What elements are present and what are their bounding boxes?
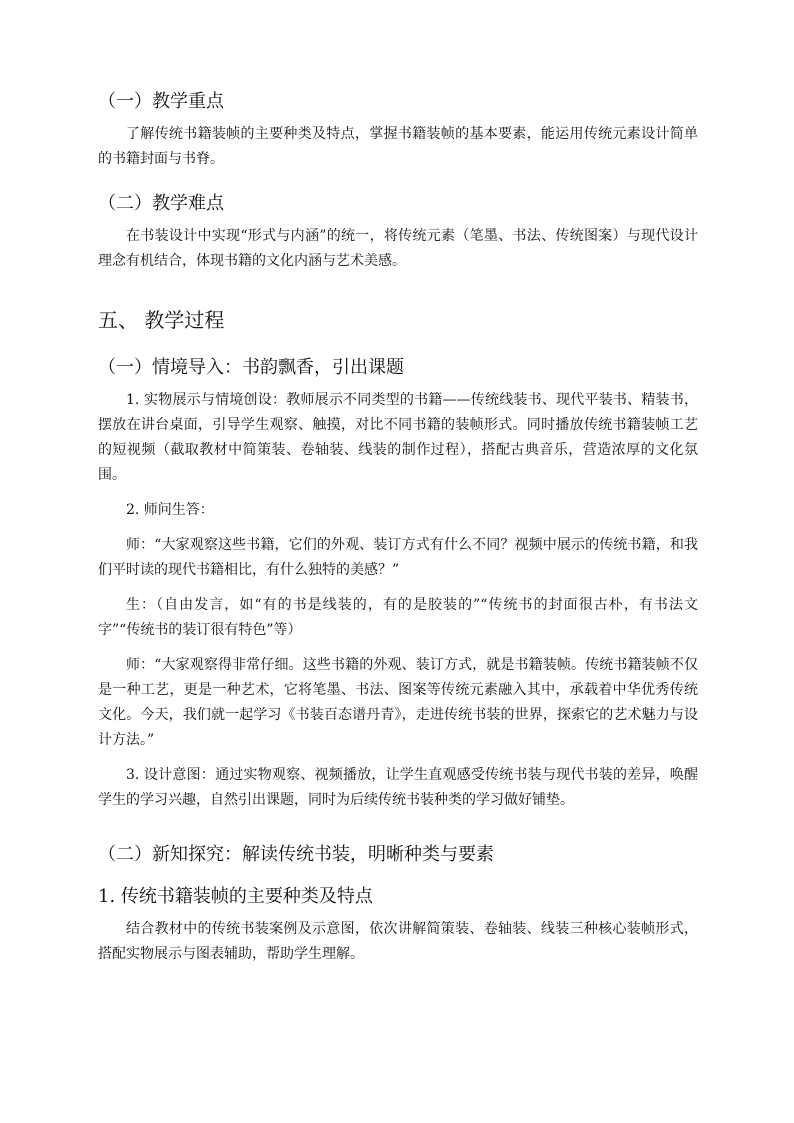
paragraph-design-intent: 3. 设计意图：通过实物观察、视频播放，让学生直观感受传统书装与现代书装的差异，唤醒学生的学习兴趣，自然引出课题，同时为后续传统书装种类的学习做好铺垫。 [98, 767, 698, 808]
heading-teaching-focus: （一）教学重点 [98, 91, 224, 112]
document-body [98, 88, 698, 977]
heading-binding-types: 1. 传统书籍装帧的主要种类及特点 [98, 886, 373, 907]
heading-teaching-process: 五、 教学过程 [98, 308, 225, 332]
paragraph-teaching-focus: 了解传统书籍装帧的主要种类及特点，掌握书籍装帧的基本要素，能运用传统元素设计简单的书籍封面与书脊。 [98, 126, 698, 167]
paragraph-teaching-difficulty: 在书装设计中实现“形式与内涵”的统一，将传统元素（笔墨、书法、传统图案）与现代设计理念有机结合，体现书籍的文化内涵与艺术美感。 [98, 228, 698, 269]
heading-situation-intro: （一）情境导入：书韵飘香，引出课题 [98, 357, 404, 378]
paragraph-object-display: 1. 实物展示与情境创设：教师展示不同类型的书籍——传统线装书、现代平装书、精装书，摆放在讲台桌面，引导学生观察、触摸，对比不同书籍的装帧形式。同时播放传统书籍装帧工艺的短视频（截取教材中简策装、卷轴装、线装的制作过程），搭配古典音乐，营造浓厚的文化氛围。 [98, 392, 698, 483]
paragraph-qa-title: 2. 师问生答： [126, 502, 214, 518]
paragraph-teacher-question: 师：“大家观察这些书籍，它们的外观、装订方式有什么不同？视频中展示的传统书籍，和我们平时读的现代书籍相比，有什么独特的美感？” [98, 537, 698, 578]
heading-new-knowledge: （二）新知探究：解读传统书装，明晰种类与要素 [98, 844, 494, 865]
paragraph-teacher-summary: 师：“大家观察得非常仔细。这些书籍的外观、装订方式，就是书籍装帧。传统书籍装帧不仅是一种工艺，更是一种艺术，它将笔墨、书法、图案等传统元素融入其中，承载着中华优秀传统文化。今天，我们就一起学习《书装百态谱丹青》，走进传统书装的世界，探索它的艺术魅力与设计方法。” [98, 657, 698, 748]
paragraph-binding-types: 结合教材中的传统书装案例及示意图，依次讲解简策装、卷轴装、线装三种核心装帧形式，搭配实物展示与图表辅助，帮助学生理解。 [98, 921, 698, 962]
heading-teaching-difficulty: （二）教学难点 [98, 193, 224, 214]
paragraph-student-answer: 生：（自由发言，如“有的书是线装的，有的是胶装的”“传统书的封面很古朴，有书法文字”“传统书的装订很有特色”等） [98, 597, 698, 638]
